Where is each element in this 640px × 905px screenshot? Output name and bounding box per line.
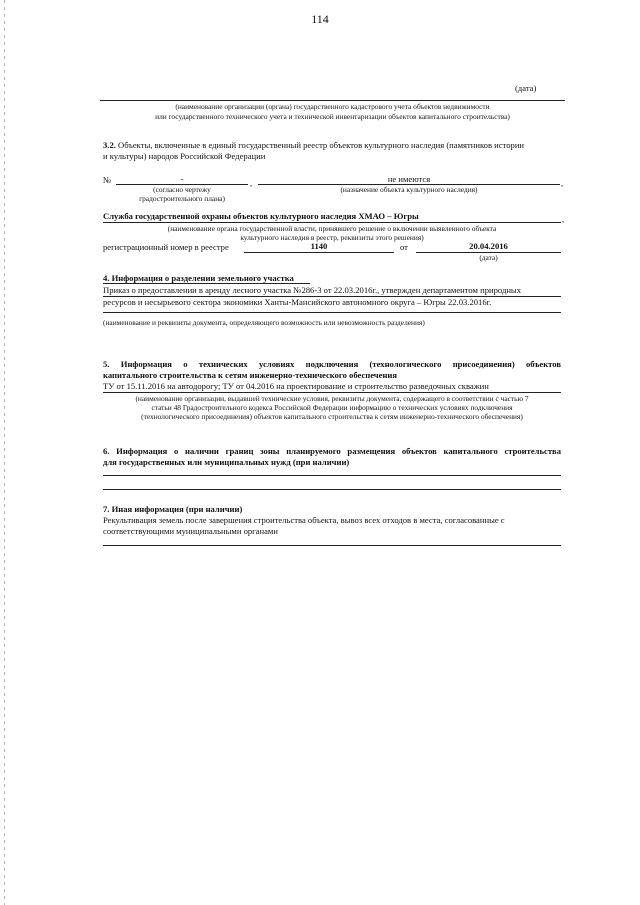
authority-name: Служба государственной охраны объектов культурного наследия ХМАО – Югры — [103, 211, 419, 221]
reg-number: 1140 — [310, 241, 328, 251]
reg-number-line — [244, 252, 394, 253]
authority-line — [103, 222, 561, 223]
page-number: 114 — [311, 12, 329, 26]
section-3-2-text-1 — [103, 140, 524, 151]
section-5-caption-1: (наименование организации, выдавшей технические условия, реквизиты документа, содержащего в соответствии с частью 7 — [135, 394, 529, 403]
section-3-2-number: 3.2. — [103, 140, 116, 150]
section-6-line-1 — [103, 475, 561, 476]
reg-date: 20.04.2016 — [469, 241, 508, 251]
section-5-caption-2: статьи 48 Градостроительного кодекса Российской Федерации информацию о технических условиях подключения — [151, 403, 513, 412]
section-7-text-1: Рекультивация земель после завершения строительства объекта, вывоз всех отходов в места, согласованные с — [103, 515, 505, 525]
comma: , — [250, 178, 253, 188]
comma-2: , — [561, 178, 564, 188]
section-4-text-2: ресурсов и несырьевого сектора экономики Ханты-Мансийского автономного округа – Югры 22.03.2016г. — [103, 297, 492, 307]
section-7-text-2: соответствующими муниципальными органами — [103, 526, 278, 536]
org-caption-2: или государственного технического учета и технической инвентаризации объектов капитального строительства) — [155, 112, 510, 121]
section-4-title-underline — [103, 283, 310, 284]
section-5-caption-3: (технологического присоединения) объектов капитального строительства к сетям инженерно-технического обеспечения) — [141, 412, 523, 421]
section-4-caption: (наименование и реквизиты документа, определяющего возможность или невозможность разделения) — [103, 318, 425, 327]
section-3-2-text: Объекты, включенные в единый государственный реестр объектов культурного наследия (памятников истории — [118, 140, 525, 150]
comma-3: , — [562, 214, 565, 224]
plan-caption-1: (согласно чертежу — [153, 185, 211, 194]
section-6-title-2: для государственных или муниципальных нужд (при наличии) — [103, 457, 350, 467]
section-5-title-1: 5. Информация о технических условиях подключения (технологического присоединения) объектов — [103, 359, 561, 369]
section-4-title: 4. Информация о разделении земельного участка — [103, 273, 294, 283]
section-5-title-2: капитального строительства к сетям инженерно-технического обеспечения — [103, 370, 398, 380]
date-caption: (дата) — [515, 83, 537, 93]
org-caption-1: (наименование организации (органа) государственного кадастрового учета объектов недвижимости — [175, 102, 490, 111]
section-6-title-1: 6. Информация о наличии границ зоны планируемого размещения объектов капитального строительства — [103, 446, 561, 456]
scan-edge — [4, 0, 5, 905]
section-7-title: 7. Иная информация (при наличии) — [103, 504, 243, 514]
number-value: - — [180, 174, 184, 184]
section-7-line — [103, 545, 561, 546]
section-4-line-2 — [103, 312, 561, 313]
from-label: от — [400, 242, 408, 252]
section-3-2-text-2: и культуры) народов Российской Федерации — [103, 151, 266, 161]
heritage-caption: (назначение объекта культурного наследия) — [340, 185, 478, 194]
org-line — [100, 100, 565, 101]
section-6-line-2 — [103, 489, 561, 490]
reg-label: регистрационный номер в реестре — [103, 242, 229, 252]
heritage-name: не имеются — [387, 174, 431, 184]
section-4-text-1: Приказ о предоставлении в аренду лесного участка №286-3 от 22.03.2016г., утвержден департаментом природных — [103, 285, 522, 295]
plan-caption-2: градостроительного плана) — [139, 194, 225, 203]
number-sign: № — [103, 175, 112, 185]
section-5-line — [103, 392, 561, 393]
reg-date-caption: (дата) — [479, 253, 498, 262]
section-5-text: ТУ от 15.11.2016 на автодорогу; ТУ от 04.2016 на проектирование и строительство разведочных скважин — [103, 381, 489, 391]
authority-caption-2: культурного наследия в реестр, реквизиты этого решения) — [240, 233, 424, 242]
authority-caption-1: (наименование органа государственной власти, принявшего решение о включении выявленного объекта — [167, 224, 497, 233]
